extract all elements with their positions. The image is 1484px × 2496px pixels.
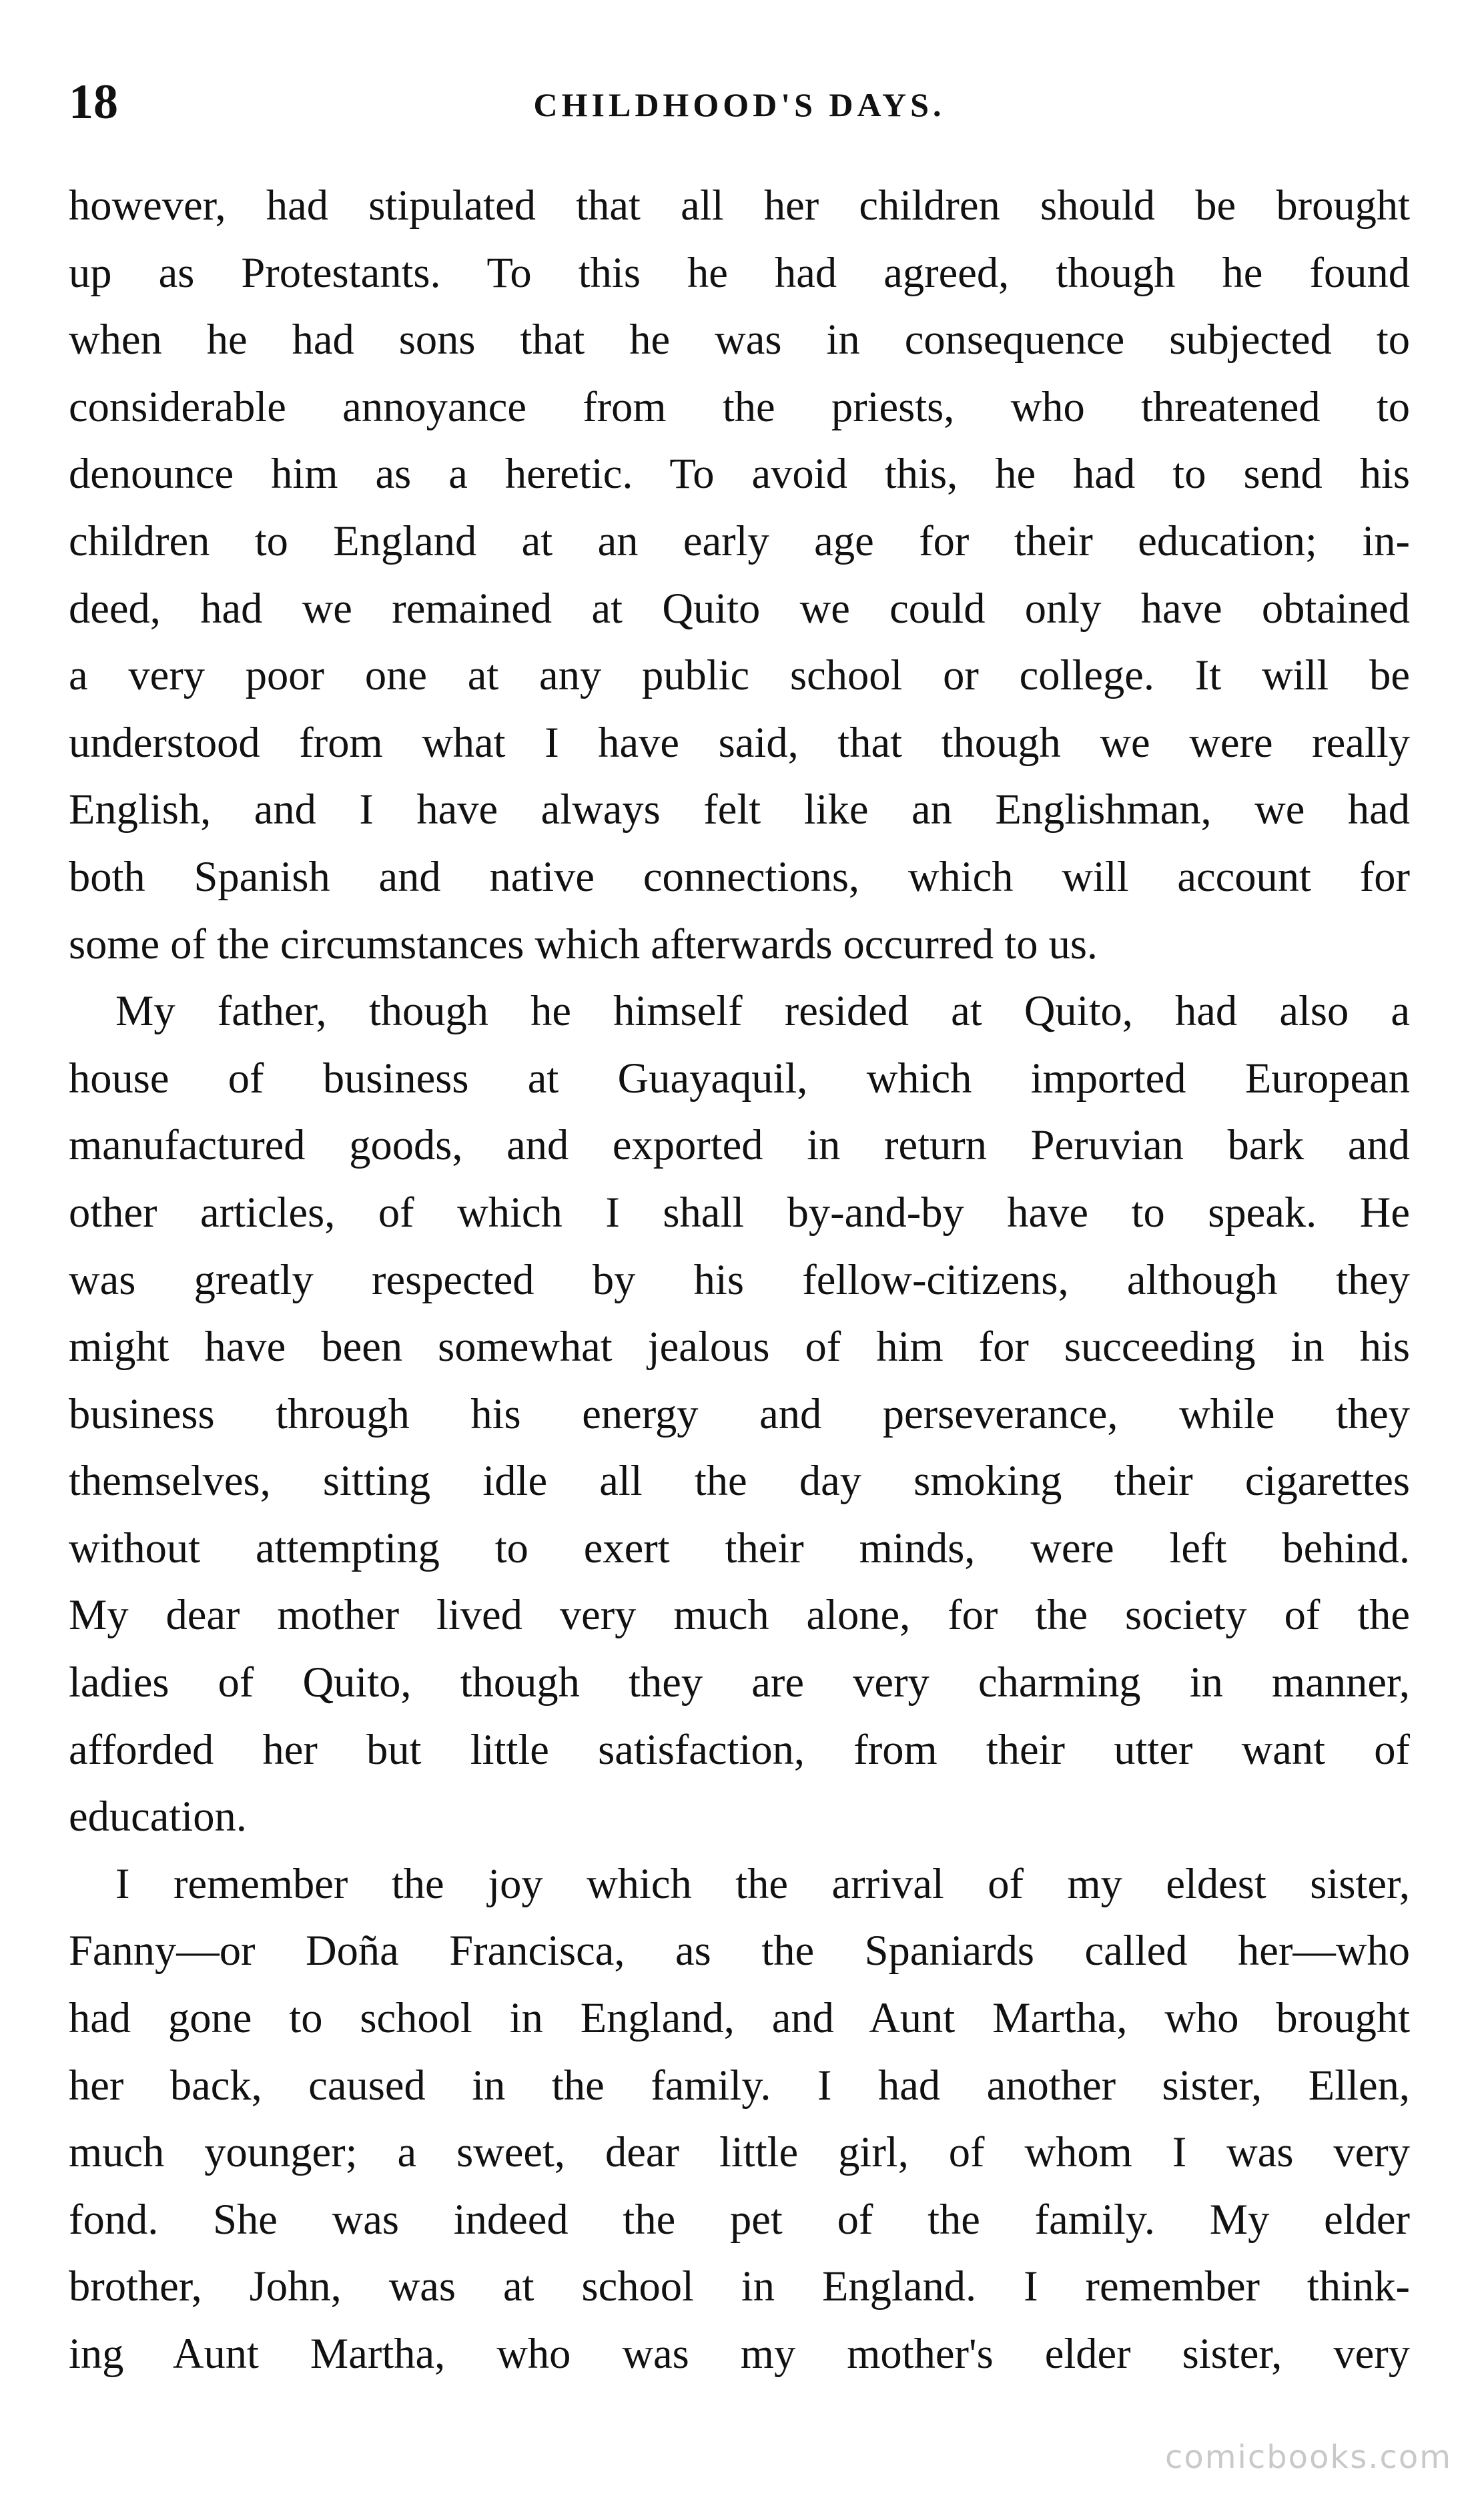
text-line: ladies of Quito, though they are very charming in manner,	[69, 1658, 1410, 1706]
text-line: afforded her but little satisfaction, from their utter want of	[69, 1725, 1410, 1773]
text-line: denounce him as a heretic. To avoid this, he had to send his	[69, 450, 1410, 498]
text-line: when he had sons that he was in consequence subjected to	[69, 316, 1410, 364]
text-line: might have been somewhat jealous of him for succeeding in his	[69, 1323, 1410, 1371]
text-line: manufactured goods, and exported in return Peruvian bark and	[69, 1121, 1410, 1169]
text-line: house of business at Guayaquil, which imported European	[69, 1054, 1410, 1102]
text-line: without attempting to exert their minds, were left behind.	[69, 1524, 1410, 1572]
text-line: considerable annoyance from the priests, who threatened to	[69, 382, 1410, 430]
text-line: had gone to school in England, and Aunt Martha, who brought	[69, 1994, 1410, 2042]
text-line: understood from what I have said, that though we were really	[69, 718, 1410, 766]
text-line: was greatly respected by his fellow-citizens, although they	[69, 1255, 1410, 1303]
text-line: English, and I have always felt like an Englishman, we had	[69, 786, 1410, 834]
text-line: brother, John, was at school in England. I remember think-	[69, 2262, 1410, 2310]
paragraph-2	[69, 978, 1410, 1851]
text-line: ing Aunt Martha, who was my mother's elder sister, very	[69, 2330, 1410, 2377]
text-line: her back, caused in the family. I had another sister, Ellen,	[69, 2061, 1410, 2109]
text-line: children to England at an early age for their education; in-	[69, 517, 1410, 565]
text-line: some of the circumstances which afterwards occurred to us.	[69, 920, 1098, 968]
text-line: education.	[69, 1793, 247, 1841]
running-head	[69, 72, 1410, 132]
text-line: I remember the joy which the arrival of my eldest sister,	[115, 1859, 1410, 1907]
text-line: a very poor one at any public school or college. It will be	[69, 651, 1410, 699]
body-text	[69, 172, 1410, 2388]
text-line: My dear mother lived very much alone, for the society of the	[69, 1591, 1410, 1639]
page-number: 18	[69, 75, 118, 129]
text-line: Fanny—or Doña Francisca, as the Spaniards called her—who	[69, 1927, 1410, 1975]
paragraph-1	[69, 172, 1410, 978]
text-line: business through his energy and perseverance, while they	[69, 1389, 1410, 1438]
running-title: CHILDHOOD'S DAYS.	[533, 86, 946, 123]
text-line: deed, had we remained at Quito we could only have obtained	[69, 584, 1410, 632]
watermark-text: comicbooks.com	[1164, 2439, 1452, 2476]
text-line: up as Protestants. To this he had agreed, though he found	[69, 248, 1410, 296]
text-line: My father, though he himself resided at Quito, had also a	[115, 987, 1410, 1035]
text-line: fond. She was indeed the pet of the family. My elder	[69, 2195, 1410, 2243]
text-line: much younger; a sweet, dear little girl, of whom I was very	[69, 2128, 1410, 2176]
text-line: themselves, sitting idle all the day smoking their cigarettes	[69, 1457, 1410, 1505]
text-line: both Spanish and native connections, which will account for	[69, 852, 1410, 900]
paragraph-3	[69, 1851, 1410, 2388]
text-line: other articles, of which I shall by-and-by have to speak. He	[69, 1188, 1410, 1236]
text-line: however, had stipulated that all her children should be brought	[69, 182, 1410, 229]
